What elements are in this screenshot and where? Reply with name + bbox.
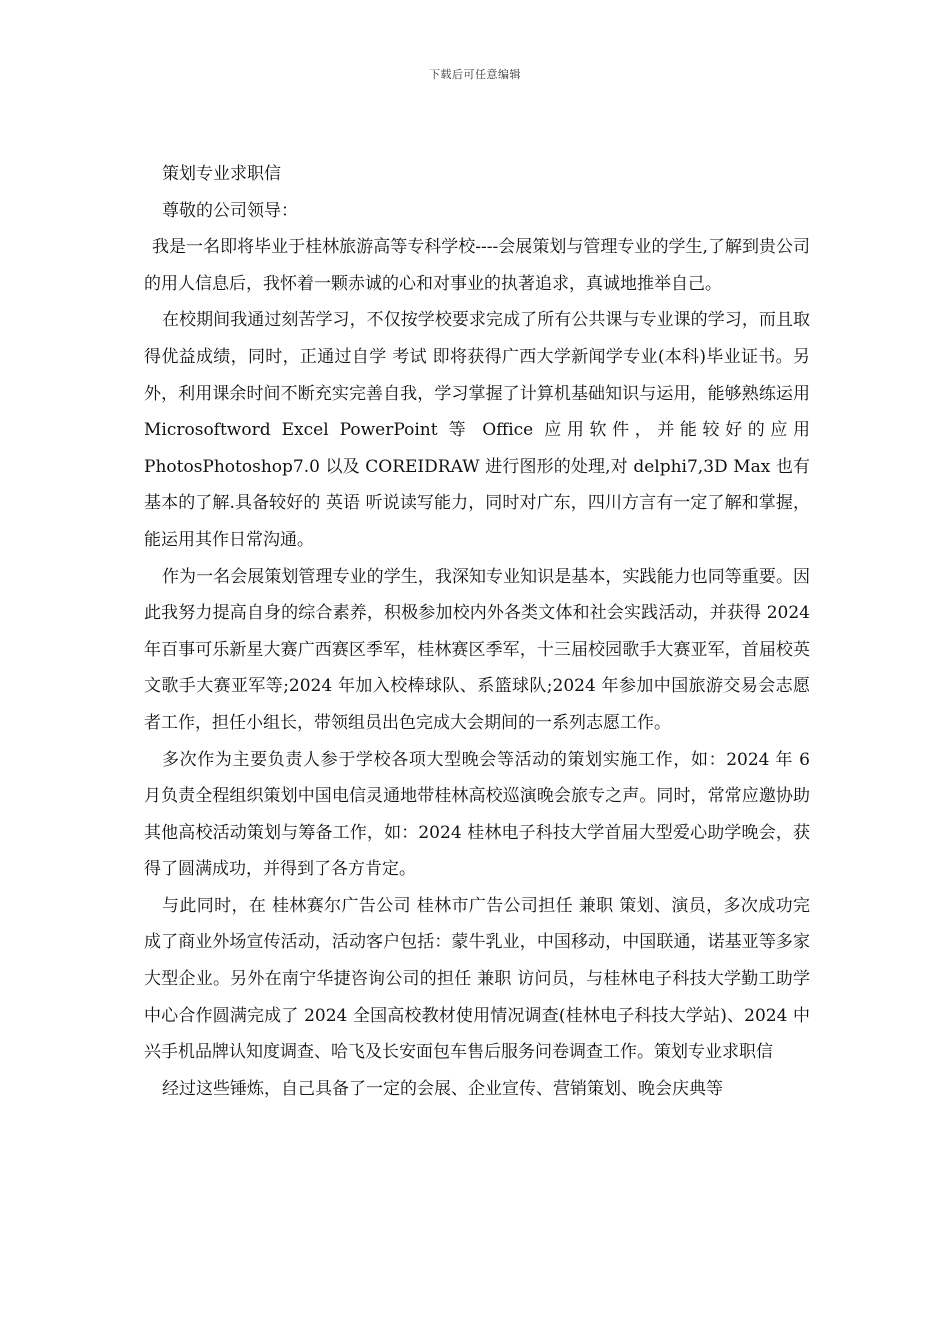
letter-paragraph-6: 经过这些锤炼，自己具备了一定的会展、企业宣传、营销策划、晚会庆典等: [162, 1078, 723, 1099]
letter-paragraph-4: 多次作为主要负责人参于学校各项大型晚会等活动的策划实施工作，如：2024 年 6 月负责全程组织策划中国电信灵通地带桂林高校巡演晚会旅专之声。同时，常常应邀协助其他高校活动策划与筹备工作，如：2024 桂林电子科技大学首届大型爱心助学晚会，获得了圆满成功，并得到了各方肯定。: [144, 749, 810, 880]
letter-body: [144, 156, 810, 1107]
letter-paragraph-3: 作为一名会展策划管理专业的学生，我深知专业知识是基本，实践能力也同等重要。因此我努力提高自身的综合素养，积极参加校内外各类文体和社会实践活动，并获得 2024 年百事可乐新星大赛广西赛区季军，桂林赛区季军，十三届校园歌手大赛亚军，首届校英文歌手大赛亚军等;2024 年加入校棒球队、系篮球队;2024 年参加中国旅游交易会志愿者工作，担任小组长，带领组员出色完成大会期间的一系列志愿工作。: [144, 566, 810, 733]
letter-paragraph-5: 与此同时，在 桂林赛尔广告公司 桂林市广告公司担任 兼职 策划、演员，多次成功完成了商业外场宣传活动，活动客户包括：蒙牛乳业，中国移动，中国联通，诺基亚等多家大型企业。另外在南宁华捷咨询公司的担任 兼职 访问员，与桂林电子科技大学勤工助学中心合作圆满完成了 2024 全国高校教材使用情况调查(桂林电子科技大学站)、2024 中兴手机品牌认知度调查、哈飞及长安面包车售后服务问卷调查工作。策划专业求职信: [144, 895, 810, 1063]
letter-paragraph-1: 我是一名即将毕业于桂林旅游高等专科学校----会展策划与管理专业的学生,了解到贵公司的用人信息后，我怀着一颗赤诚的心和对事业的执著追求，真诚地推举自己。: [144, 237, 810, 294]
letter-salutation: 尊敬的公司领导：: [162, 200, 298, 221]
page-header: 下载后可任意编辑: [429, 68, 521, 81]
letter-paragraph-2: 在校期间我通过刻苦学习，不仅按学校要求完成了所有公共课与专业课的学习，而且取得优益成绩，同时，正通过自学 考试 即将获得广西大学新闻学专业(本科)毕业证书。另外，利用课余时间不断充实完善自我，学习掌握了计算机基础知识与运用，能够熟练运用 Microsoftword Excel PowerPoint 等 Office 应用软件，并能较好的应用 PhotosPhotoshop7.0 以及 COREIDRAW 进行图形的处理,对 delphi7,3D Max 也有基本的了解.具备较好的 英语 听说读写能力，同时对广东，四川方言有一定了解和掌握，能运用其作日常沟通。: [144, 310, 810, 550]
letter-title: 策划专业求职信: [162, 164, 281, 184]
